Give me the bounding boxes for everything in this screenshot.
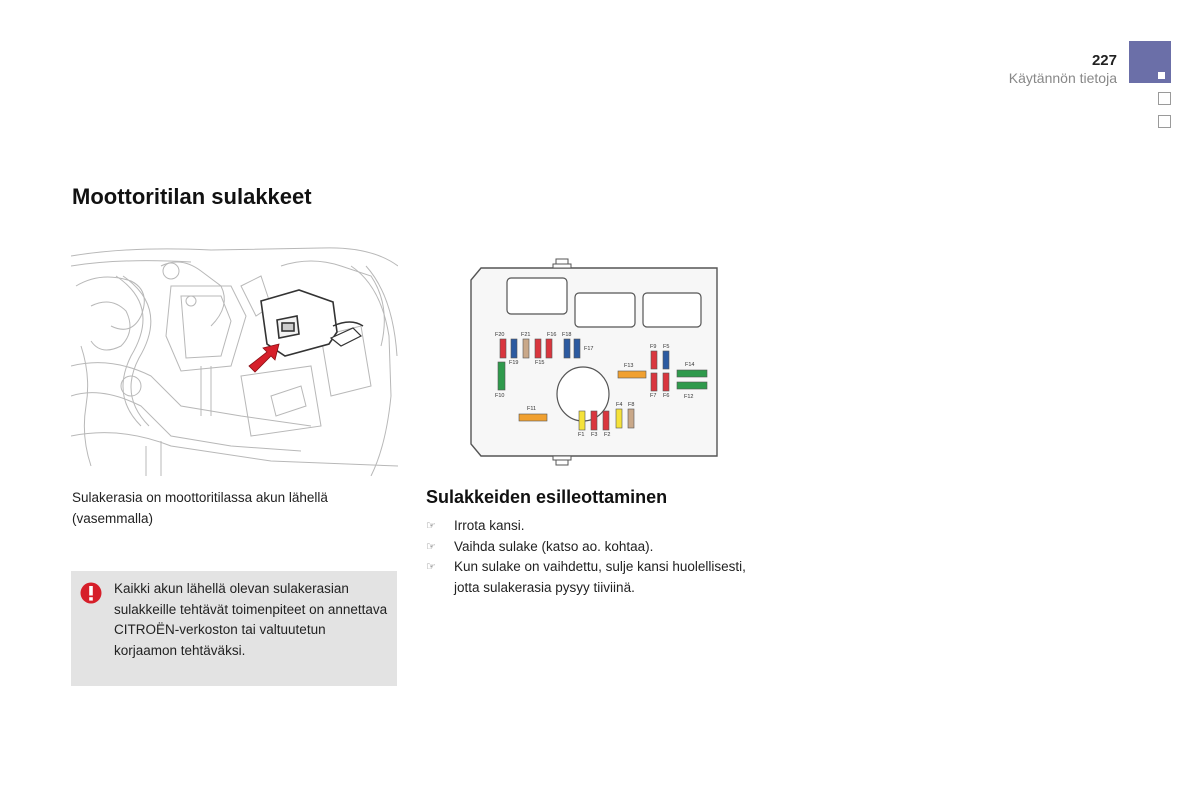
svg-text:F19: F19	[509, 360, 519, 366]
tab-box-1	[1158, 92, 1171, 105]
fuse-f12	[677, 382, 707, 389]
exclamation-icon	[80, 582, 102, 604]
warning-text: Kaikki akun lähellä olevan sulakerasian sulakkeille tehtävät toimenpiteet on annettava CITROËN-verkoston tai valtuutetun korjaamon tehtäväksi.	[114, 581, 388, 658]
list-item	[426, 516, 766, 537]
fuse-f13	[618, 371, 646, 378]
engine-caption: Sulakerasia on moottoritilassa akun lähellä (vasemmalla)	[72, 490, 328, 526]
fusebox-diagram	[467, 256, 721, 468]
fuse-f11	[519, 414, 547, 421]
svg-text:F20: F20	[495, 332, 505, 338]
svg-text:F10: F10	[495, 393, 505, 399]
fuse-f8	[628, 409, 634, 428]
svg-text:F13: F13	[624, 363, 634, 369]
fuse-f5	[663, 351, 669, 369]
page-number: 227	[1091, 52, 1117, 69]
hand-pointer-icon: ☞	[426, 520, 436, 532]
svg-text:F1: F1	[578, 432, 585, 438]
fuse-f1	[579, 411, 585, 430]
svg-text:F16: F16	[547, 332, 557, 338]
warning-box	[71, 571, 397, 686]
fuse-f21	[523, 339, 529, 358]
step-text: Irrota kansi.	[454, 518, 525, 533]
fuse-f6	[663, 373, 669, 391]
svg-text:F7: F7	[650, 393, 657, 399]
svg-text:F5: F5	[663, 344, 670, 350]
tab-box-2	[1158, 115, 1171, 128]
fuse-f2	[603, 411, 609, 430]
svg-text:F2: F2	[604, 432, 611, 438]
fuse-f18a	[564, 339, 570, 358]
fuse-f16a	[535, 339, 541, 358]
fuse-f14	[677, 370, 707, 377]
svg-text:F9: F9	[650, 344, 657, 350]
fuse-f20	[500, 339, 506, 358]
engine-bay-illustration	[71, 246, 398, 476]
svg-text:F6: F6	[663, 393, 670, 399]
removal-steps	[426, 516, 766, 598]
fuse-f10	[498, 362, 505, 390]
svg-text:F21: F21	[521, 332, 531, 338]
hand-pointer-icon: ☞	[426, 561, 436, 573]
removal-title: Sulakkeiden esilleottaminen	[426, 487, 668, 507]
fuse-f7	[651, 373, 657, 391]
fuse-f4	[616, 409, 622, 428]
step-text: Vaihda sulake (katso ao. kohtaa).	[454, 538, 654, 554]
fuse-f18b	[574, 339, 580, 358]
svg-text:F8: F8	[628, 402, 635, 408]
fuse-f16b	[546, 339, 552, 358]
svg-text:F4: F4	[616, 402, 623, 408]
list-item	[426, 557, 766, 598]
list-item	[426, 537, 766, 558]
svg-text:F11: F11	[527, 406, 537, 412]
fuse-f3	[591, 411, 597, 430]
svg-text:F17: F17	[584, 346, 594, 352]
svg-text:F14: F14	[685, 362, 695, 368]
section-label: Käytännön tietoja	[1008, 70, 1117, 86]
step-text: Kun sulake on vaihdettu, sulje kansi huolellisesti, jotta sulakerasia pysyy tiiviinä.	[454, 559, 746, 595]
svg-text:F18: F18	[562, 332, 572, 338]
svg-text:F12: F12	[684, 394, 694, 400]
svg-text:F15: F15	[535, 360, 545, 366]
fuse-f20b	[511, 339, 517, 358]
fuse-f9	[651, 351, 657, 369]
hand-pointer-icon: ☞	[426, 540, 436, 553]
tab-marker	[1158, 72, 1165, 79]
page-title: Moottoritilan sulakkeet	[72, 184, 312, 209]
chapter-tab	[1129, 41, 1171, 83]
svg-text:F3: F3	[591, 432, 598, 438]
